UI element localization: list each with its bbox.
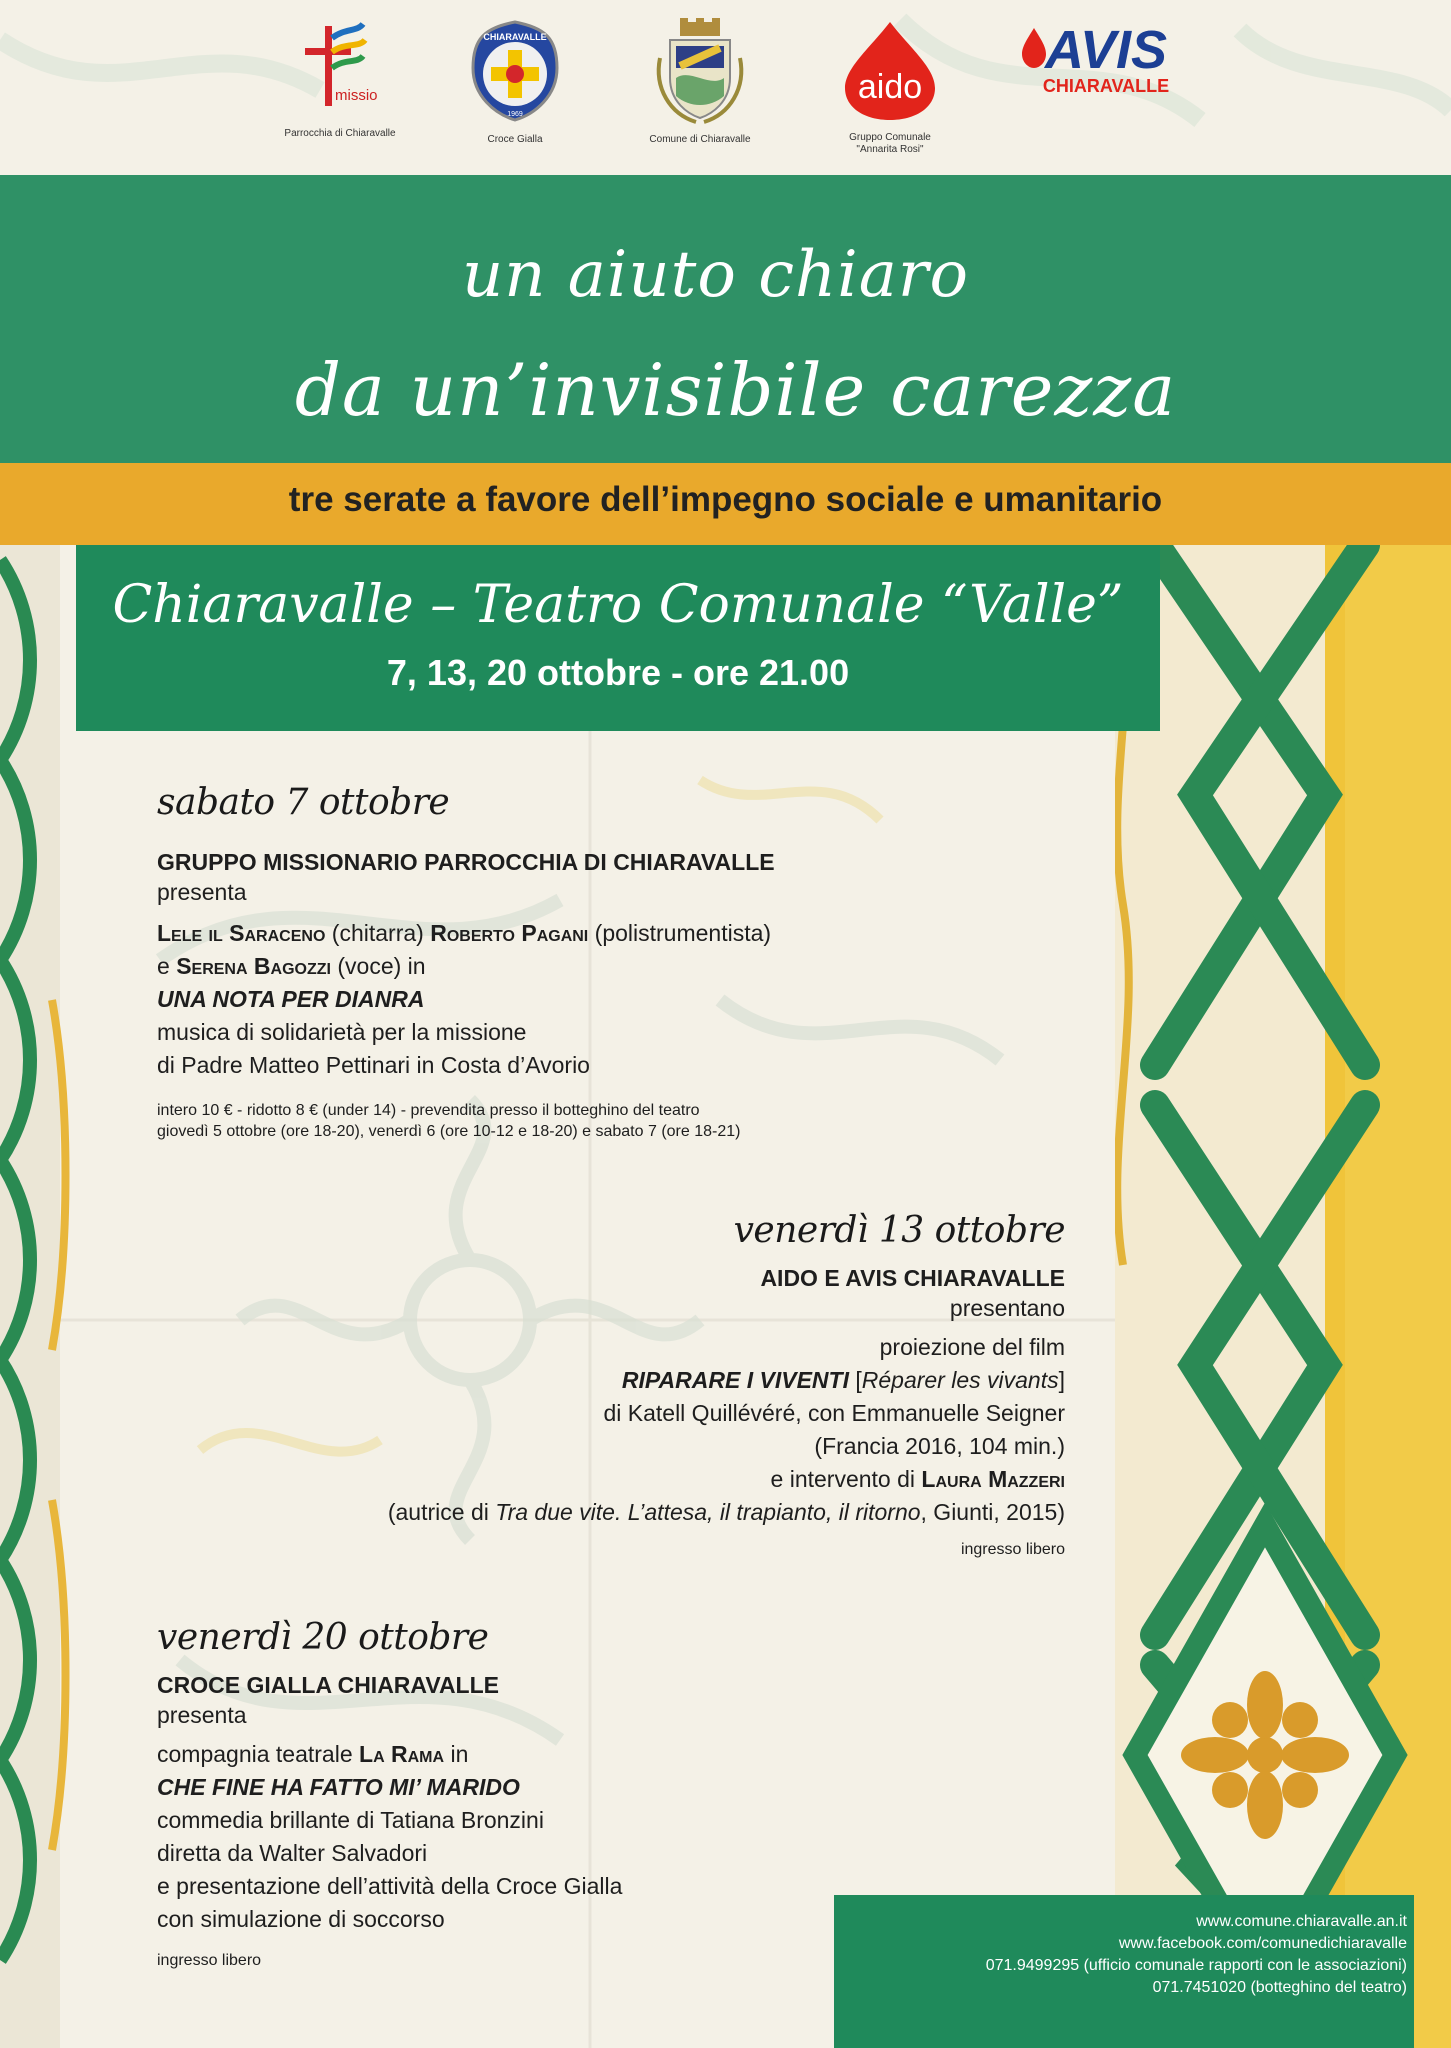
aido-caption-1: Gruppo Comunale [849,132,931,143]
event-3-line-4: diretta da Walter Salvadori [157,1840,428,1866]
event-2-date: venerdì 13 ottobre [733,1210,1065,1251]
event-1-presents: presenta [157,879,247,905]
aido-caption-2: "Annarita Rosi" [856,144,924,155]
aido-drop-icon [835,18,945,122]
missio-cross-icon [285,18,395,118]
event-1-artists-line-2: e Serena Bagozzi (voce) in [157,953,426,979]
event-1-ticket-info-2: giovedì 5 ottobre (ore 18-20), venerdì 6 (ore 10-12 e 18-20) e sabato 7 (ore 18-21) [157,1123,741,1140]
sponsor-logos [260,18,1220,168]
aido-logo [820,18,960,156]
event-1-show-title: UNA NOTA PER DIANRA [157,986,425,1012]
croce-gialla-caption: Croce Gialla [487,134,543,145]
event-3-line-3: commedia brillante di Tatiana Bronzini [157,1807,544,1833]
event-2-line-3: di Katell Quillévéré, con Emmanuelle Seigner [603,1400,1065,1426]
footer-contacts [847,1911,1407,1999]
avis-logo [1000,18,1200,102]
event-2-organizer: AIDO E AVIS CHIARAVALLE [760,1265,1065,1291]
comune-caption: Comune di Chiaravalle [649,134,751,145]
svg-text:CHIARAVALLE: CHIARAVALLE [483,32,547,42]
svg-text:AVIS: AVIS [1044,20,1168,80]
event-3-entry: ingresso libero [157,1952,262,1969]
footer-phone-boxoffice: 071.7451020 (botteghino del teatro) [1152,1979,1407,1996]
event-2-line-4: (Francia 2016, 104 min.) [814,1433,1065,1459]
footer-phone-office: 071.9499295 (ufficio comunale rapporti con le associazioni) [985,1957,1407,1974]
missio-logo [260,18,420,140]
event-2 [165,1210,1065,1560]
subtitle: tre serate a favore dell’impegno sociale e umanitario [288,480,1163,519]
event-3-presents: presenta [157,1702,247,1728]
venue-title: Chiaravalle – Teatro Comunale “Valle” [112,575,1124,635]
svg-text:aido: aido [857,68,923,106]
footer-website: www.comune.chiaravalle.an.it [1196,1913,1407,1930]
missio-caption: Parrocchia di Chiaravalle [284,128,396,139]
event-1-description-2: di Padre Matteo Pettinari in Costa d’Avorio [157,1052,590,1078]
event-2-line-6: (autrice di Tra due vite. L’attesa, il trapianto, il ritorno, Giunti, 2015) [387,1499,1065,1525]
decorative-tile-panel [1115,545,1451,2048]
venue-box [76,545,1160,731]
event-1-organizer: GRUPPO MISSIONARIO PARROCCHIA DI CHIARAVALLE [157,849,775,875]
svg-text:missio: missio [335,87,378,104]
svg-text:1969: 1969 [507,111,523,118]
event-2-entry: ingresso libero [960,1541,1065,1558]
event-1-artists-line-1: Lele il Saraceno (chitarra) Roberto Pagani (polistrumentista) [157,920,772,946]
event-3-organizer: CROCE GIALLA CHIARAVALLE [157,1672,500,1698]
event-1 [157,782,1057,1142]
event-2-line-1: proiezione del film [879,1334,1065,1360]
croce-gialla-logo [455,18,575,146]
event-2-line-5: e intervento di Laura Mazzeri [770,1466,1065,1492]
event-2-film-title: RIPARARE I VIVENTI [Réparer les vivants] [621,1367,1065,1393]
event-3-line-5: e presentazione dell’attività della Croce Gialla [157,1873,623,1899]
avis-wordmark-icon [1010,18,1190,98]
event-3-show-title: CHE FINE HA FATTO MI’ MARIDO [157,1774,520,1800]
event-3-line-6: con simulazione di soccorso [157,1906,445,1932]
main-title-line-2: da un’invisibile carezza [294,348,1177,432]
event-3-line-1: compagnia teatrale La Rama in [157,1741,469,1767]
event-1-ticket-info-1: intero 10 € - ridotto 8 € (under 14) - prevendita presso il botteghino del teatro [157,1102,700,1119]
event-1-date: sabato 7 ottobre [157,782,450,823]
comune-logo [630,18,770,146]
comune-coat-of-arms-icon [650,18,750,124]
event-3-date: venerdì 20 ottobre [157,1617,489,1658]
venue-dates: 7, 13, 20 ottobre - ore 21.00 [386,652,850,693]
event-1-description-1: musica di solidarietà per la missione [157,1019,527,1045]
footer-facebook: www.facebook.com/comunedichiaravalle [1118,1935,1407,1952]
event-2-presents: presentano [949,1295,1065,1321]
svg-text:CHIARAVALLE: CHIARAVALLE [1042,76,1170,96]
main-title-line-1: un aiuto chiaro [461,238,970,312]
croce-gialla-shield-icon [465,18,565,124]
